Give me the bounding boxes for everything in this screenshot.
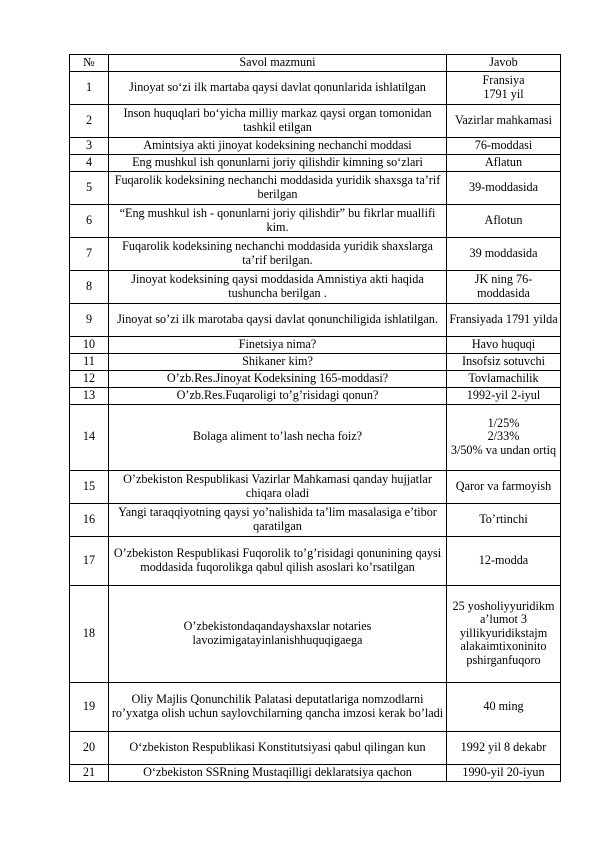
table-row [70, 370, 561, 387]
row-question: Shikaner kim? [109, 353, 447, 370]
table-row [70, 154, 561, 171]
row-question: O‘zbekiston SSRning Mustaqilligi deklaratsiya qachon [109, 764, 447, 781]
table-row [70, 731, 561, 764]
row-answer: To’rtinchi [447, 503, 561, 536]
row-answer: 12-modda [447, 536, 561, 585]
row-number: 8 [70, 270, 109, 303]
row-number: 7 [70, 237, 109, 270]
table-row [70, 536, 561, 585]
table-row [70, 387, 561, 404]
row-question: O’zb.Res.Jinoyat Kodeksining 165-moddasi? [109, 370, 447, 387]
row-answer: 76-moddasi [447, 137, 561, 154]
row-answer: Havo huquqi [447, 336, 561, 353]
row-question: O’zbekistondaqandayshaxslar notaries lavozimigatayinlanishhuquqigaega [109, 585, 447, 682]
row-question: O’zbekiston Respublikasi Vazirlar Mahkamasi qanday hujjatlar chiqara oladi [109, 470, 447, 503]
row-question: Bolaga aliment to’lash necha foiz? [109, 404, 447, 470]
row-question: “Eng mushkul ish - qonunlarni joriy qilishdir” bu fikrlar muallifi kim. [109, 204, 447, 237]
row-number: 18 [70, 585, 109, 682]
table-body [70, 71, 561, 781]
table-row [70, 585, 561, 682]
row-question: Fuqarolik kodeksining nechanchi moddasida yuridik shaxslarga ta’rif berilgan. [109, 237, 447, 270]
header-number: № [70, 55, 109, 72]
row-answer: 1990-yil 20-iyun [447, 764, 561, 781]
row-number: 5 [70, 171, 109, 204]
row-answer: Aflatun [447, 154, 561, 171]
row-number: 21 [70, 764, 109, 781]
row-question: Oliy Majlis Qonunchilik Palatasi deputatlariga nomzodlarni ro’yxatga olish uchun saylovchilarning qancha imzosi kerak bo’ladi [109, 682, 447, 731]
row-question: Jinoyat so‘zi ilk martaba qaysi davlat qonunlarida ishlatilgan [109, 71, 447, 104]
header-row [70, 55, 561, 72]
row-number: 11 [70, 353, 109, 370]
row-question: Jinoyat kodeksining qaysi moddasida Amnistiya akti haqida tushuncha berilgan . [109, 270, 447, 303]
row-number: 16 [70, 503, 109, 536]
row-answer: 1/25% 2/33% 3/50% va undan ortiq [447, 404, 561, 470]
table-row [70, 237, 561, 270]
row-answer: Fransiya 1791 yil [447, 71, 561, 104]
row-question: Eng mushkul ish qonunlarni joriy qilishdir kimning so‘zlari [109, 154, 447, 171]
table-row [70, 353, 561, 370]
table-row [70, 404, 561, 470]
table-row [70, 503, 561, 536]
row-question: Finetsiya nima? [109, 336, 447, 353]
header-question: Savol mazmuni [109, 55, 447, 72]
row-number: 6 [70, 204, 109, 237]
row-number: 15 [70, 470, 109, 503]
row-number: 2 [70, 104, 109, 137]
table-row [70, 336, 561, 353]
row-answer: 39-moddasida [447, 171, 561, 204]
row-number: 10 [70, 336, 109, 353]
row-answer: Qaror va farmoyish [447, 470, 561, 503]
header-answer: Javob [447, 55, 561, 72]
row-answer: 40 ming [447, 682, 561, 731]
row-number: 17 [70, 536, 109, 585]
row-answer: 39 moddasida [447, 237, 561, 270]
row-question: Fuqarolik kodeksining nechanchi moddasida yuridik shaxsga ta’rif berilgan [109, 171, 447, 204]
row-question: Jinoyat so’zi ilk marotaba qaysi davlat qonunchiligida ishlatilgan. [109, 303, 447, 336]
table-row [70, 470, 561, 503]
row-answer: Vazirlar mahkamasi [447, 104, 561, 137]
table-row [70, 137, 561, 154]
table-row [70, 303, 561, 336]
row-number: 19 [70, 682, 109, 731]
table-row [70, 270, 561, 303]
row-question: O’zbekiston Respublikasi Fuqorolik to’g’risidagi qonunining qaysi moddasida fuqorolikga qabul qilish asoslari ko’rsatilgan [109, 536, 447, 585]
table-row [70, 764, 561, 781]
row-answer: JK ning 76-moddasida [447, 270, 561, 303]
row-number: 3 [70, 137, 109, 154]
row-number: 14 [70, 404, 109, 470]
row-number: 1 [70, 71, 109, 104]
table-row [70, 71, 561, 104]
row-question: Amintsiya akti jinoyat kodeksining nechanchi moddasi [109, 137, 447, 154]
row-question: O‘zbekiston Respublikasi Konstitutsiyasi qabul qilingan kun [109, 731, 447, 764]
row-answer: Tovlamachilik [447, 370, 561, 387]
row-number: 12 [70, 370, 109, 387]
table-row [70, 204, 561, 237]
row-answer: Aflotun [447, 204, 561, 237]
row-number: 20 [70, 731, 109, 764]
qa-table [69, 54, 561, 782]
row-question: O’zb.Res.Fuqaroligi to’g’risidagi qonun? [109, 387, 447, 404]
row-answer: 1992-yil 2-iyul [447, 387, 561, 404]
row-answer: 25 yosholiyyuridikm a’lumot 3 yillikyuridikstajm alakaimtixoninito pshirganfuqoro [447, 585, 561, 682]
row-answer: Insofsiz sotuvchi [447, 353, 561, 370]
row-number: 9 [70, 303, 109, 336]
table-row [70, 682, 561, 731]
table-row [70, 171, 561, 204]
row-question: Yangi taraqqiyotning qaysi yo’nalishida ta’lim masalasiga e’tibor qaratilgan [109, 503, 447, 536]
row-answer: Fransiyada 1791 yilda [447, 303, 561, 336]
row-question: Inson huquqlari bo‘yicha milliy markaz qaysi organ tomonidan tashkil etilgan [109, 104, 447, 137]
row-number: 13 [70, 387, 109, 404]
table-row [70, 104, 561, 137]
row-answer: 1992 yil 8 dekabr [447, 731, 561, 764]
row-number: 4 [70, 154, 109, 171]
